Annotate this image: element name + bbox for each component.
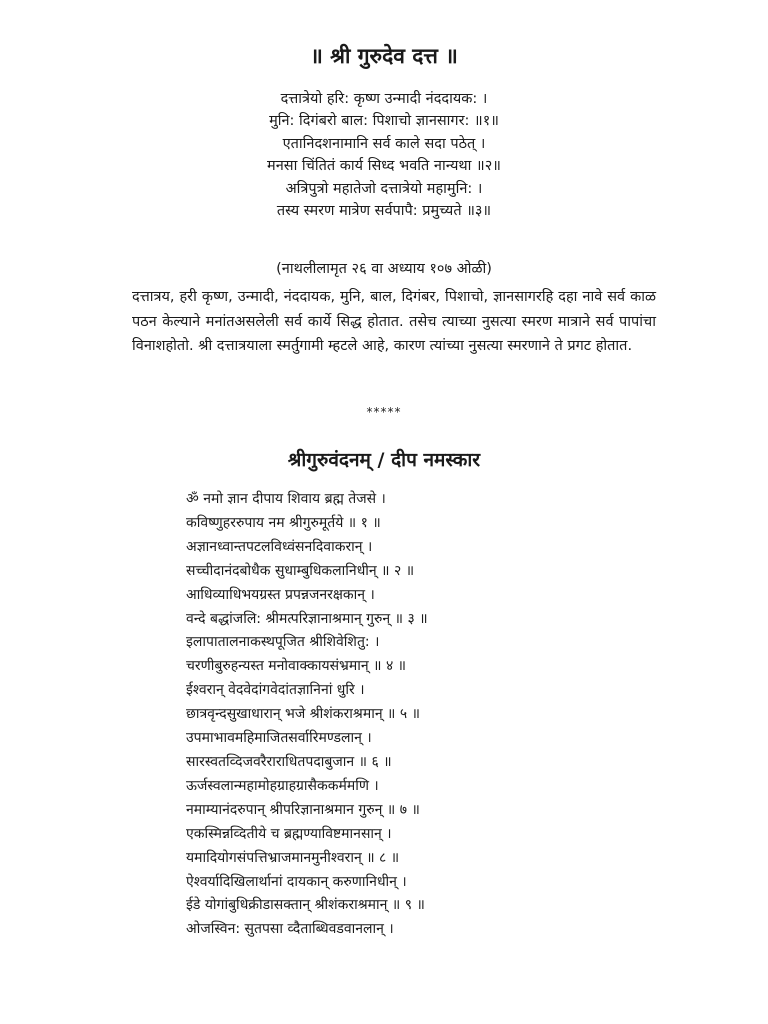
stotra-line: उपमाभावमहिमाजितसर्वारिमण्डलान् । [186,730,372,747]
stotra-line: इलापातालनाकस्थपूजित श्रीशिवेशितु: । [186,634,380,651]
stotra-line: छात्रवृन्दसुखाधारान् भजे श्रीशंकराश्रमान् ॥ ५ ॥ [186,706,420,723]
stotra-line: सारस्वतव्दिजवरैराराधितपदाबुजान ॥ ६ ॥ [186,753,392,770]
stotra-line: यमादियोगसंपत्तिभ्राजमानमुनीश्वरान् ॥ ८ ॥ [186,849,400,866]
stotra-line: एकस्मिन्नव्दितीये च ब्रह्मण्याविष्टमानसान् । [186,825,392,842]
verse-line: तस्य स्मरण मात्रेण सर्वपापै: प्रमुच्यते ॥३॥ [276,203,492,220]
verse-line: दत्तात्रेयो हरि: कृष्ण उन्मादी नंददायक: । [280,91,488,107]
stotra-line: ईडे योगांबुधिक्रीडासक्तान् श्रीशंकराश्रमान् ॥ ९ ॥ [186,897,425,914]
guru-vandanam-stotra [186,488,626,942]
section-heading: श्रीगुरुवंदनम् / दीप नमस्कार [287,449,481,471]
stotra-line: ॐ नमो ज्ञान दीपाय शिवाय ब्रह्म तेजसे । [186,491,386,507]
verse-line: एतानिदशनामानि सर्व काले सदा पठेत् । [282,135,486,152]
stotra-line: अज्ञानध्वान्तपटलविध्वंसनदिवाकरान् । [186,538,373,555]
stotra-line: आधिव्याधिभयग्रस्त प्रपन्नजनरक्षकान् । [186,586,375,603]
section-separator: ***** [366,405,402,419]
stotra-line: ओजस्विन: सुतपसा व्दैताब्धिवडवानलान् । [186,921,394,938]
source-reference: (नाथलीलामृत २६ वा अध्याय १०७ ओळी) [276,261,492,277]
stotra-line: ईश्वरान् वेदवेदांगवेदांतज्ञानिनां धुरि । [186,682,365,699]
verse-line: अत्रिपुत्रो महातेजो दत्तात्रेयो महामुनि: । [285,180,483,197]
explanation-paragraph: दत्तात्रय, हरी कृष्ण, उन्मादी, नंददायक, मुनि, बाल, दिगंबर, पिशाचो, ज्ञानसागरहि दहा नावे सर्व काळ पठन केल्याने मनांतअसलेली सर्व कार्ये सिद्ध होतात. तसेच त्याच्या नुसत्या स्मरण मात्राने सर्व पापांचा विनाशहोतो. श्री दत्तात्रयाला स्मर्तुगामी म्हटले आहे, कारण त्यांच्या नुसत्या स्मरणाने ते प्रगट होतात. [132,289,656,354]
dattatreya-verses [0,88,768,222]
verse-line: मनसा चिंतितं कार्य सिध्द भवति नान्यथा ॥२॥ [267,158,501,175]
stotra-line: ऊर्जस्वलान्महामोहग्राहग्रासैककर्ममणि । [186,777,379,794]
stotra-line: सच्चीदानंदबोधैक सुधाम्बुधिकलानिधीन् ॥ २ ॥ [186,562,415,579]
stotra-line: ऐश्वर्यादिखिलार्थानां दायकान् करुणानिधीन् । [186,873,407,890]
stotra-line: नमाम्यानंदरुपान् श्रीपरिज्ञानाश्रमान गुरुन् ॥ ७ ॥ [186,801,420,818]
stotra-line: वन्दे बद्धांजलि: श्रीमत्परिज्ञानाश्रमान् गुरुन् ॥ ३ ॥ [186,610,428,627]
verse-line: मुनि: दिगंबरो बाल: पिशाचो ज्ञानसागर: ॥१॥ [269,113,499,130]
stotra-line: चरणीबुरुहन्यस्त मनोवाक्कायसंभ्रमान् ॥ ४ ॥ [186,658,407,675]
page-title: ॥ श्री गुरुदेव दत्त ॥ [310,44,458,68]
stotra-line: कविष्णुहररुपाय नम श्रीगुरुमूर्तये ॥ १ ॥ [186,514,381,531]
